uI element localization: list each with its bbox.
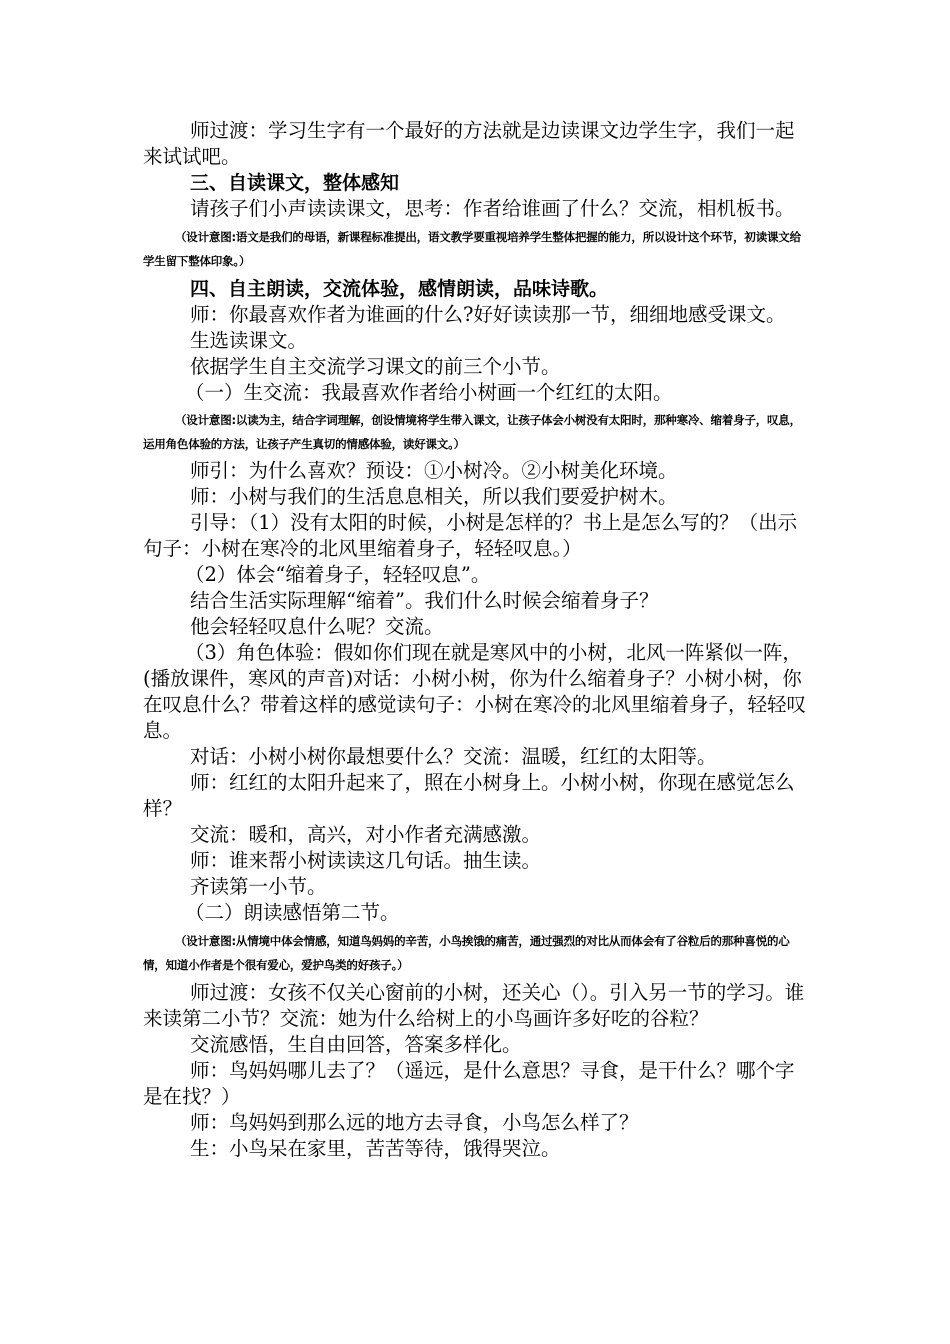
paragraph-read-first: 齐读第一小节。 (190, 875, 327, 898)
paragraph-guide-1: 引导：（1）没有太阳的时候，小树是怎样的？书上是怎么写的？（出示句子：小树在寒冷的北风里缩着身子，轻轻叹息。） (143, 511, 798, 560)
paragraph-part-one: （一）生交流：我最喜欢作者给小树画一个红红的太阳。 (185, 381, 673, 404)
design-note-3: （设计意图:从情境中体会情感，知道鸟妈妈的辛苦，小鸟挨饿的痛苦，通过强烈的对比从而体会有了谷粒后的那种喜悦的心情，知道小作者是个很有爱心，爱护鸟类的好孩子。） (143, 934, 790, 972)
paragraph-part-two: （二）朗读感悟第二节。 (185, 901, 400, 924)
paragraph-teacher-lead: 师引：为什么喜欢？预设：①小树冷。②小树美化环境。 (190, 459, 678, 482)
paragraph-who-reads: 师：谁来帮小树读读这几句话。抽生读。 (190, 849, 542, 872)
paragraph-sun-rises: 师：红红的太阳升起来了，照在小树身上。小树小树，你现在感觉怎么样？ (143, 771, 795, 820)
section-heading-4: 四、自主朗读，交流体验，感情朗读，品味诗歌。 (190, 278, 609, 300)
document-page (143, 118, 808, 1162)
paragraph-dialogue: 对话：小树小树你最想要什么？交流：温暖，红红的太阳等。 (190, 745, 717, 768)
paragraph-student-read: 生选读课文。 (190, 329, 308, 352)
paragraph-exchange-warm: 交流：暖和，高兴，对小作者充满感激。 (190, 823, 542, 846)
paragraph-transition-2: 师过渡：女孩不仅关心窗前的小树，还关心（）。引入另一节的学习。谁来读第二小节？交流：她为什么给树上的小鸟画许多好吃的谷粒？ (143, 981, 805, 1030)
paragraph-life-understanding: 结合生活实际理解“缩着”。我们什么时候会缩着身子？ (190, 589, 659, 612)
paragraph-protect-trees: 师：小树与我们的生活息息相关，所以我们要爱护树木。 (190, 485, 678, 508)
paragraph-transition: 师过渡：学习生字有一个最好的方法就是边读课文边学生字，我们一起来试试吧。 (143, 119, 795, 168)
paragraph-guide-2: （2）体会“缩着身子，轻轻叹息”。 (185, 563, 491, 586)
paragraph-free-answer: 交流感悟，生自由回答，答案多样化。 (190, 1033, 522, 1056)
paragraph-far-away: 师：鸟妈妈到那么远的地方去寻食，小鸟怎么样了？ (190, 1111, 639, 1134)
paragraph-read-silently: 请孩子们小声读读课文，思考：作者给谁画了什么？交流，相机板书。 (190, 197, 795, 220)
paragraph-basis: 依据学生自主交流学习课文的前三个小节。 (190, 355, 561, 378)
design-note-2: （设计意图:以读为主，结合字词理解，创设情境将学生带入课文，让孩子体会小树没有太阳时，那种寒冷、缩着身子，叹息，运用角色体验的方法，让孩子产生真切的情感体验，读好课文。） (143, 413, 801, 451)
design-note-1: （设计意图:语文是我们的母语，新课程标准提出，语文教学要重视培养学生整体把握的能力，所以设计这个环节，初读课文给学生留下整体印象。） (143, 230, 801, 268)
paragraph-role-play: （3）角色体验：假如你们现在就是寒风中的小树，北风一阵紧似一阵，(播放课件，寒风的声音)对话：小树小树，你为什么缩着身子？小树小树，你在叹息什么？带着这样的感觉读句子：小树在寒冷的北风里缩着身子，轻轻叹息。 (143, 641, 807, 742)
paragraph-little-bird: 生：小鸟呆在家里，苦苦等待，饿得哭泣。 (190, 1137, 561, 1160)
paragraph-mother-bird: 师：鸟妈妈哪儿去了？（遥远，是什么意思？寻食，是干什么？哪个字是在找？） (143, 1059, 795, 1108)
paragraph-sigh: 他会轻轻叹息什么呢？交流。 (190, 615, 444, 638)
paragraph-teacher-question: 师：你最喜欢作者为谁画的什么?好好读读那一节，细细地感受课文。 (190, 303, 786, 326)
section-heading-3: 三、自读课文，整体感知 (190, 172, 400, 194)
